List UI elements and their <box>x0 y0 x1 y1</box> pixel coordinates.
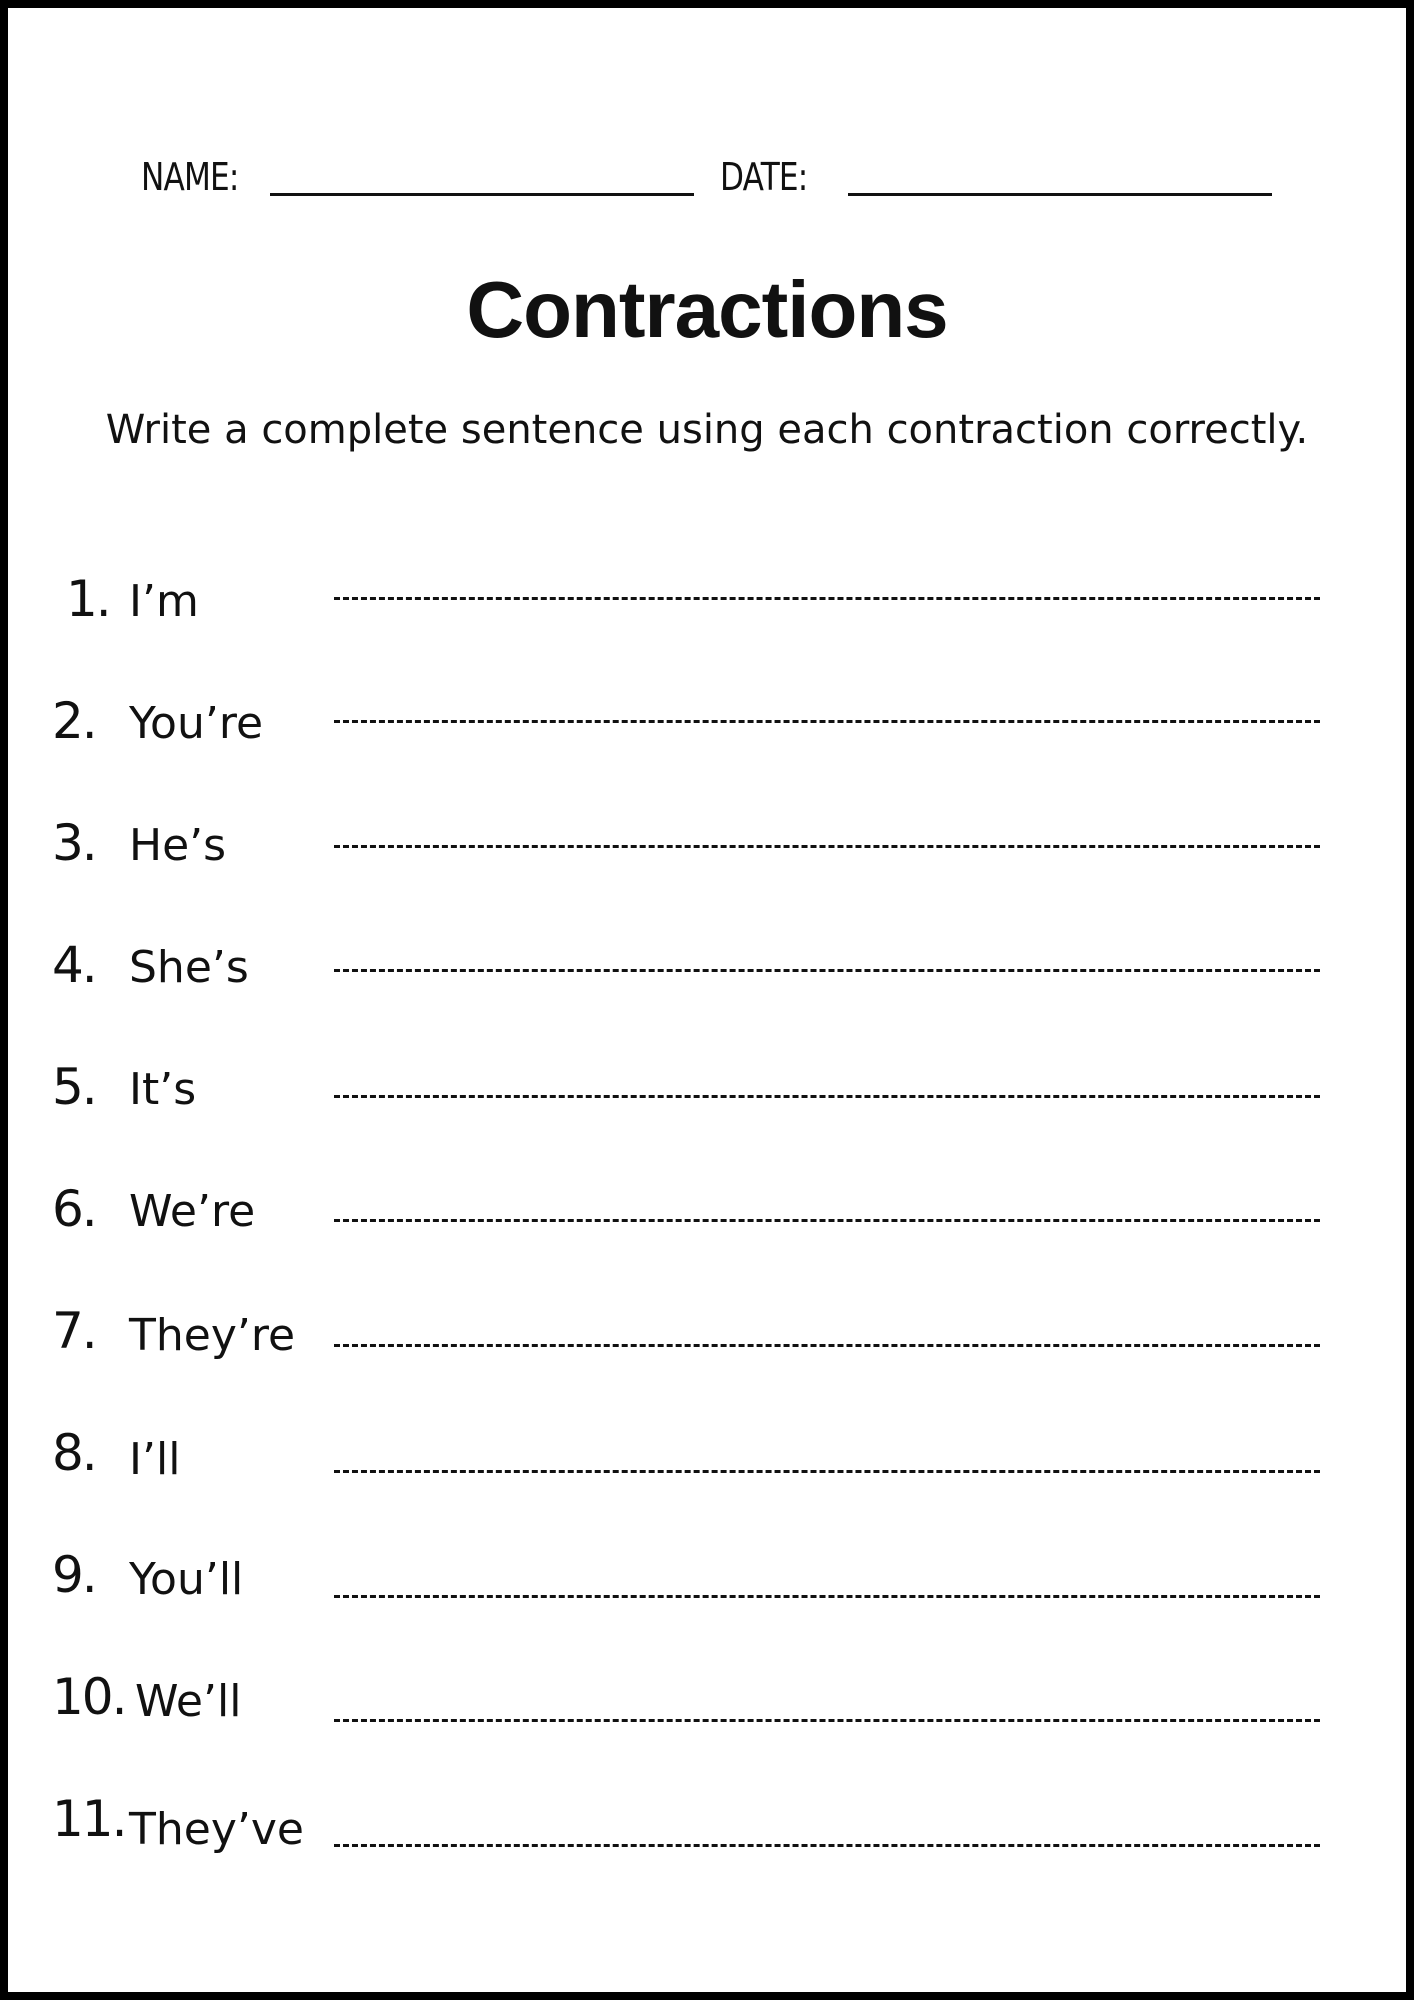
item-contraction: I’ll <box>129 1434 181 1485</box>
item-number: 2. <box>52 692 96 750</box>
page-title: Contractions <box>466 265 948 354</box>
answer-line[interactable] <box>334 1095 1320 1098</box>
list-item <box>8 1790 1406 1884</box>
item-number: 3. <box>52 814 96 872</box>
contraction-list <box>8 8 1406 1992</box>
answer-line[interactable] <box>334 1595 1320 1598</box>
answer-line[interactable] <box>334 969 1320 972</box>
item-number: 4. <box>52 936 96 994</box>
list-item <box>8 692 1406 786</box>
item-contraction: You’ll <box>129 1554 244 1605</box>
answer-line[interactable] <box>334 1719 1320 1722</box>
item-number: 5. <box>52 1058 96 1116</box>
answer-line[interactable] <box>334 597 1320 600</box>
answer-line[interactable] <box>334 1844 1320 1847</box>
item-number: 1. <box>66 570 110 628</box>
answer-line[interactable] <box>334 720 1320 723</box>
item-number: 7. <box>52 1302 96 1360</box>
item-number: 6. <box>52 1180 96 1238</box>
item-contraction: They’re <box>129 1310 296 1361</box>
item-contraction: He’s <box>129 820 227 871</box>
list-item <box>8 1668 1406 1762</box>
item-contraction: They’ve <box>129 1804 304 1855</box>
answer-line[interactable] <box>334 1219 1320 1222</box>
list-item <box>8 570 1406 664</box>
name-label: NAME: <box>141 155 239 199</box>
item-number: 10. <box>52 1668 126 1726</box>
item-number: 9. <box>52 1546 96 1604</box>
answer-line[interactable] <box>334 1344 1320 1347</box>
item-number: 11. <box>52 1790 126 1848</box>
item-contraction: We’ll <box>135 1676 242 1727</box>
answer-line[interactable] <box>334 845 1320 848</box>
answer-line[interactable] <box>334 1470 1320 1473</box>
list-item <box>8 1546 1406 1640</box>
item-contraction: It’s <box>129 1064 197 1115</box>
item-contraction: We’re <box>129 1186 256 1237</box>
item-number: 8. <box>52 1424 96 1482</box>
item-contraction: You’re <box>129 698 264 749</box>
list-item <box>8 936 1406 1030</box>
instructions-text: Write a complete sentence using each contraction correctly. <box>105 407 1309 453</box>
date-label: DATE: <box>720 155 808 199</box>
list-item <box>8 1424 1406 1518</box>
list-item <box>8 1302 1406 1396</box>
list-item <box>8 814 1406 908</box>
list-item <box>8 1180 1406 1274</box>
item-contraction: I’m <box>129 576 199 627</box>
list-item <box>8 1058 1406 1152</box>
item-contraction: She’s <box>129 942 249 993</box>
